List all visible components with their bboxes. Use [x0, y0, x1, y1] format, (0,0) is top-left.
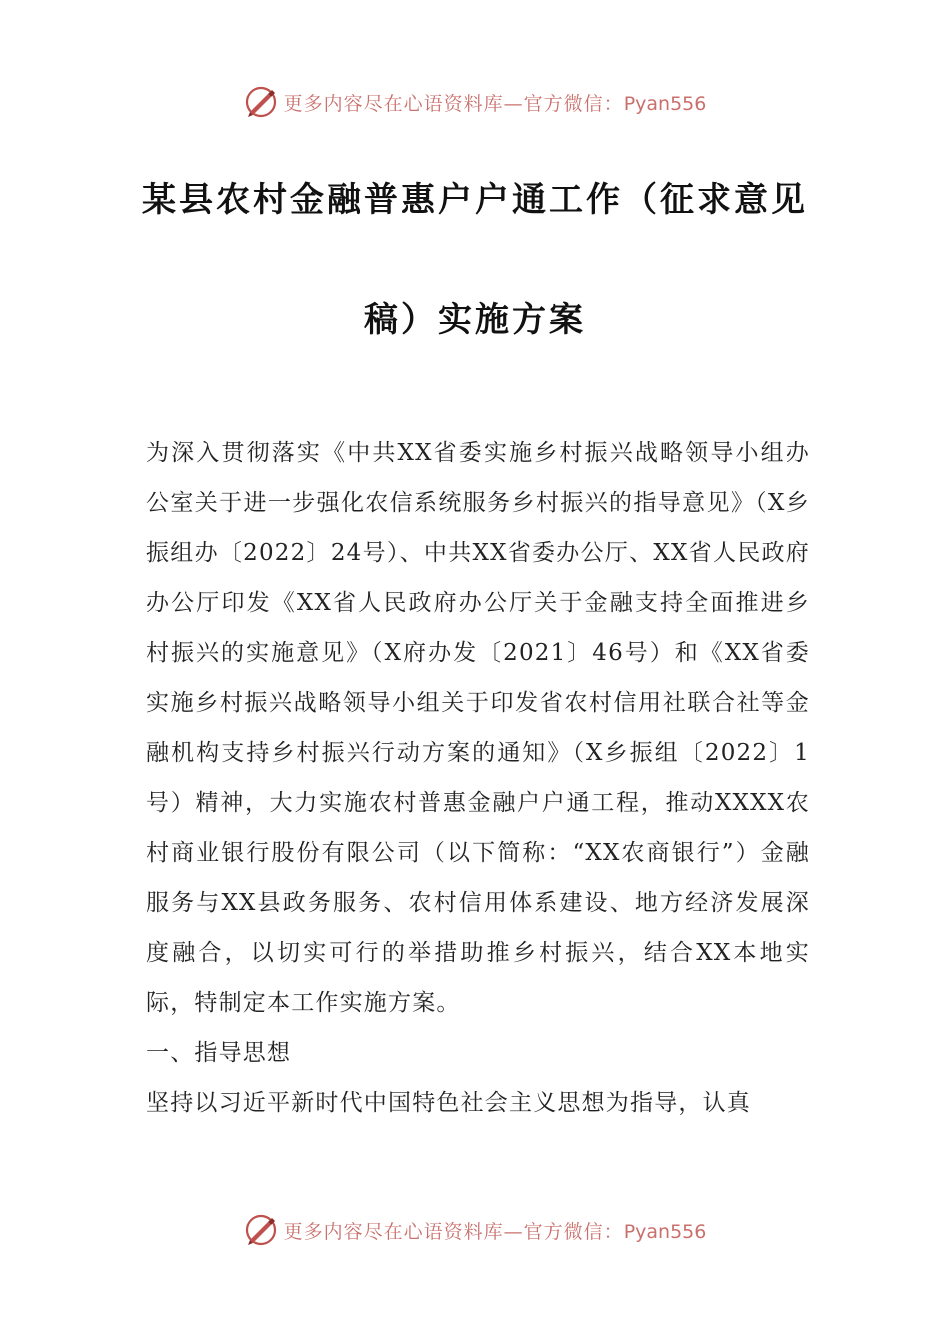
watermark-footer	[0, 1210, 950, 1250]
section-heading-guiding-ideology: 一、指导思想	[146, 1040, 292, 1066]
section-paragraph: 坚持以习近平新时代中国特色社会主义思想为指导，认真	[146, 1090, 751, 1116]
document-title-line-2: 稿）实施方案	[364, 300, 586, 340]
document-title-line-1: 某县农村金融普惠户户通工作（征求意见	[142, 180, 808, 220]
watermark-text: 更多内容尽在心语资料库—官方微信：Pyan556	[283, 92, 707, 115]
pen-logo-icon	[244, 1213, 278, 1247]
intro-paragraph: 为深入贯彻落实《中共XX省委实施乡村振兴战略领导小组办公室关于进一步强化农信系统服务乡村振兴的指导意见》（X乡振组办〔2022〕24号）、中共XX省委办公厅、XX省人民政府办公厅印发《XX省人民政府办公厅关于金融支持全面推进乡村振兴的实施意见》（X府办发〔2021〕46号）和《XX省委实施乡村振兴战略领导小组关于印发省农村信用社联合社等金融机构支持乡村振兴行动方案的通知》（X乡振组〔2022〕1号）精神，大力实施农村普惠金融户户通工程，推动XXXX农村商业银行股份有限公司（以下简称：“XX农商银行”）金融服务与XX县政务服务、农村信用体系建设、地方经济发展深度融合，以切实可行的举措助推乡村振兴，结合XX本地实际，特制定本工作实施方案。	[146, 440, 810, 1016]
document-body	[146, 428, 810, 1128]
watermark-header	[0, 82, 950, 122]
watermark-text: 更多内容尽在心语资料库—官方微信：Pyan556	[283, 1220, 707, 1243]
pen-logo-icon	[244, 85, 278, 119]
